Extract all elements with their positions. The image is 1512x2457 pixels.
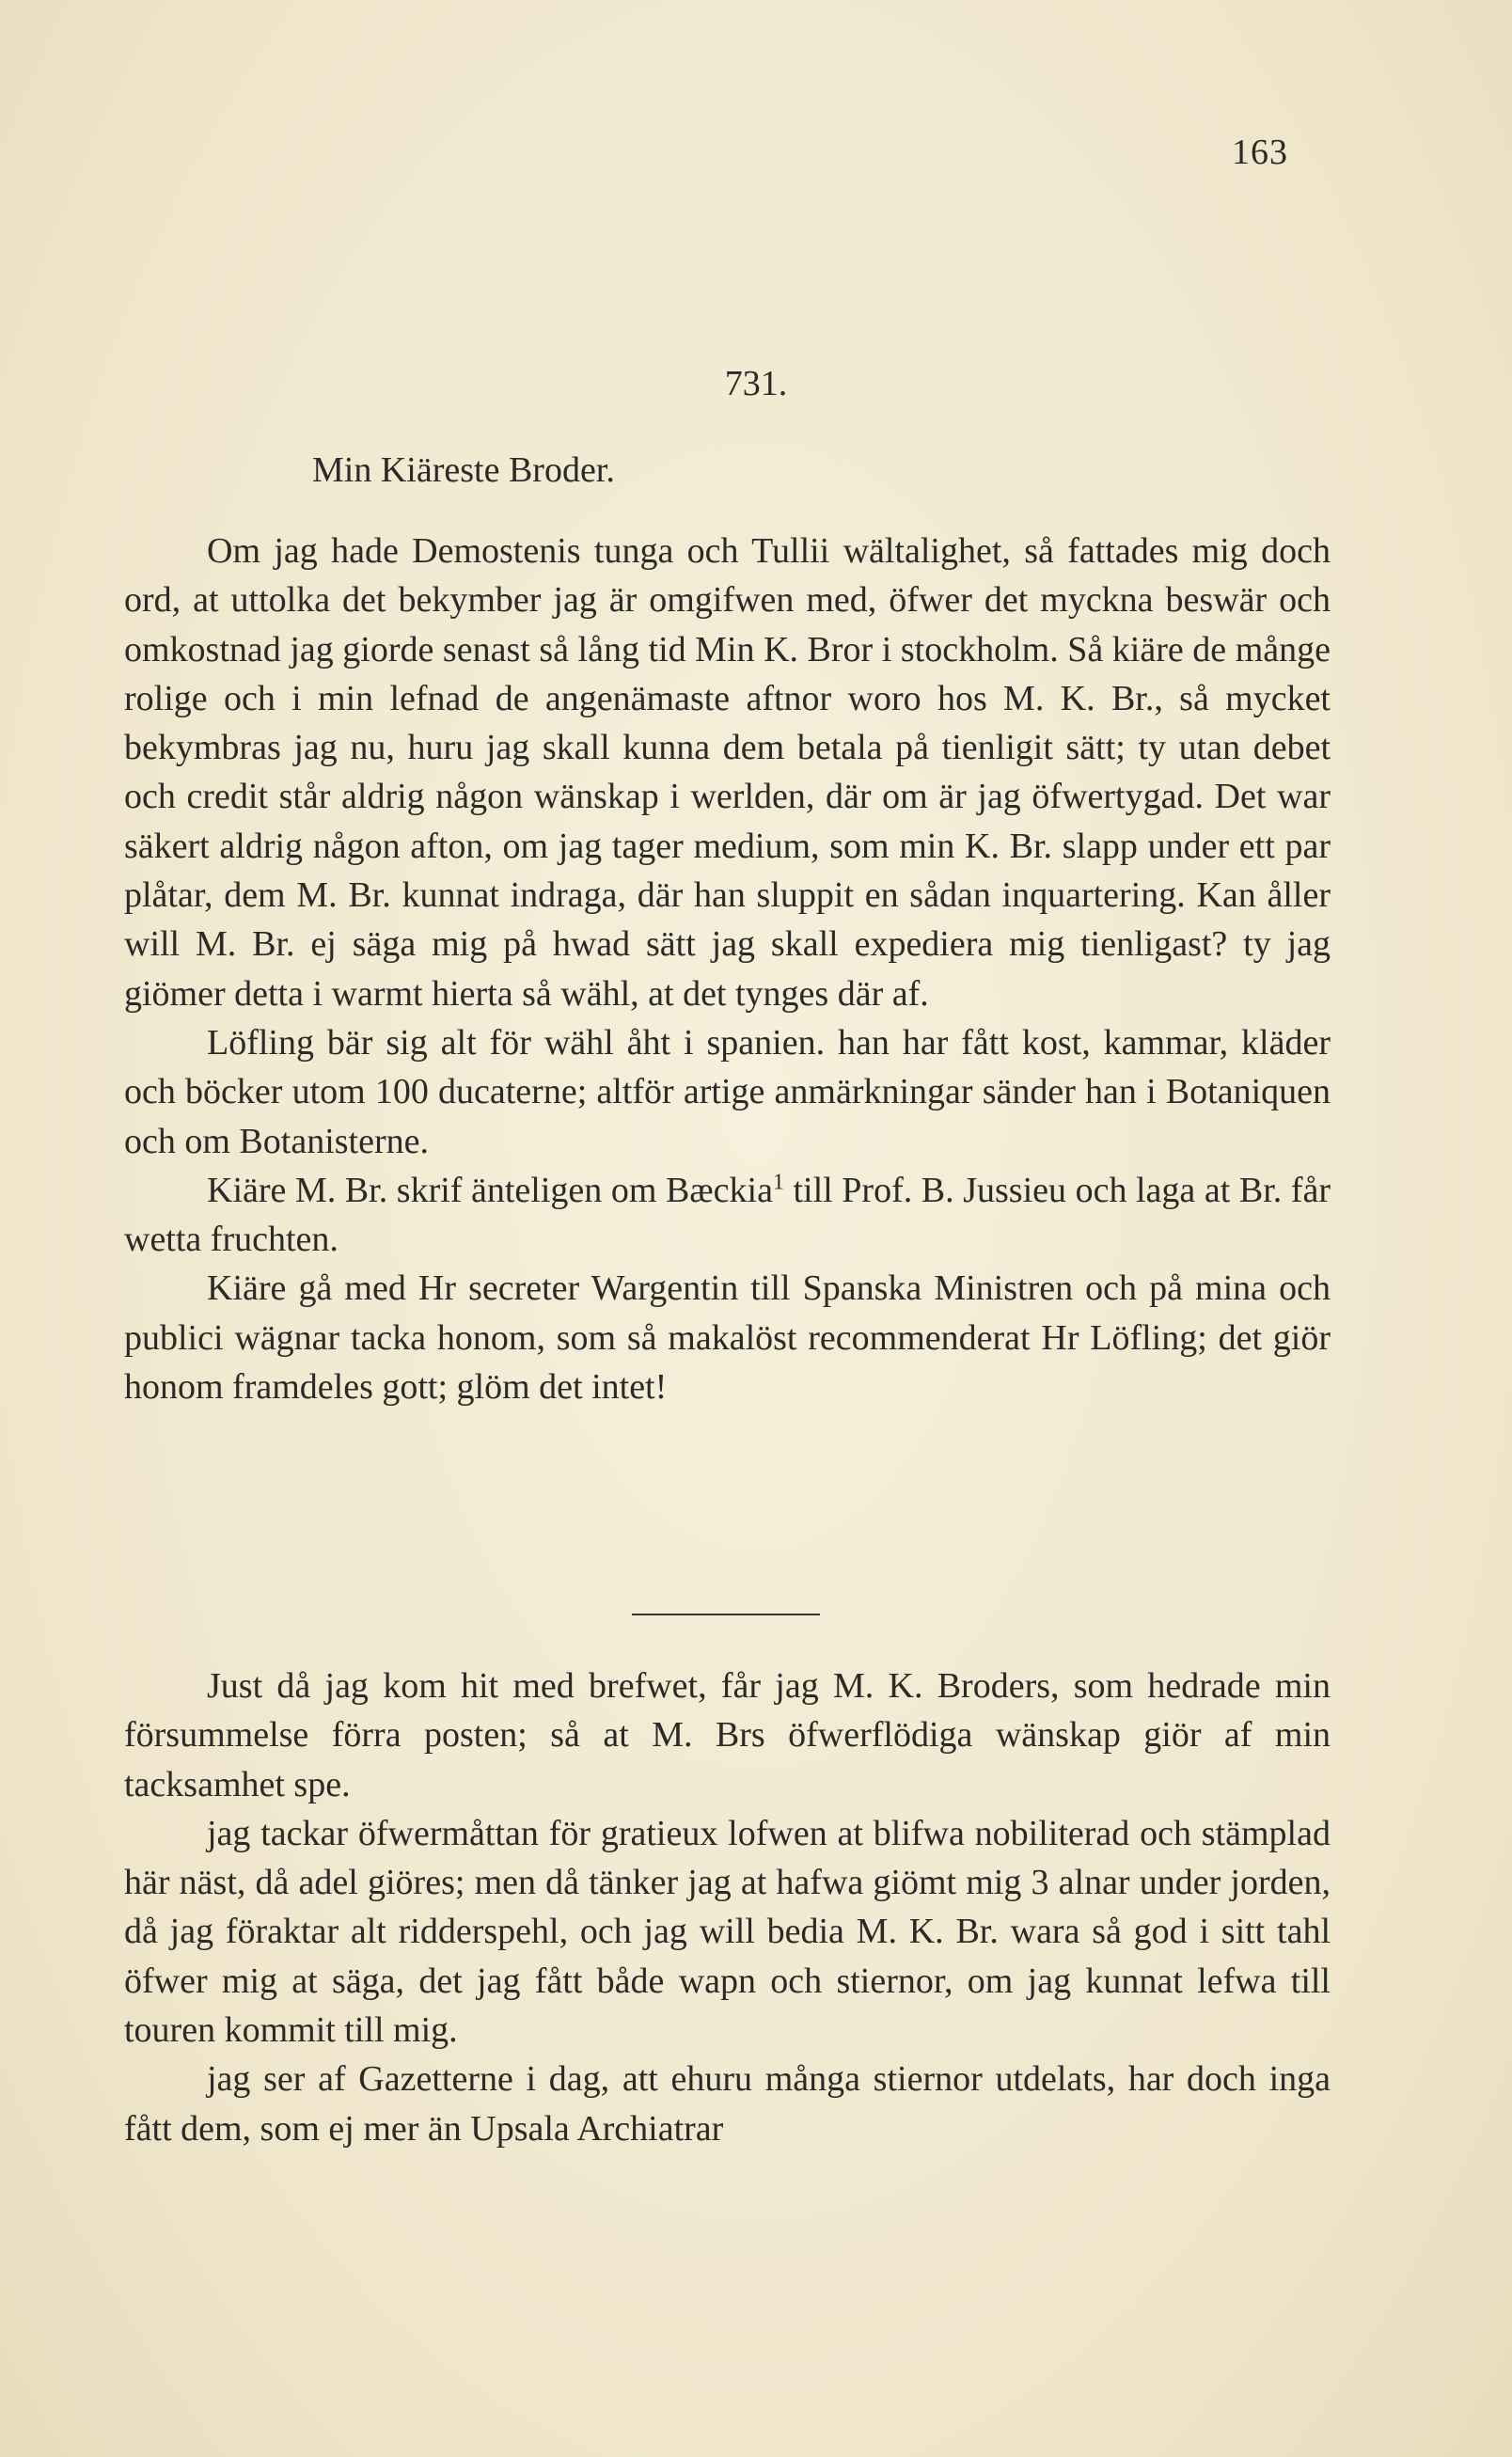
footnote-marker: 1 xyxy=(772,1170,784,1195)
paragraph: Just då jag kom hit med brefwet, får jag M. K. Broders, som hedrade min försummelse förra posten; så at M. Brs öfwerflödiga wänskap giör af min tacksamhet spe. xyxy=(124,1666,1331,1804)
paragraph: Kiäre gå med Hr secreter Wargentin till Spanska Ministren och på mina och publici wägnar tacka honom, som så makalöst recommenderat Hr Löfling; det giör honom framdeles gott; glöm det intet! xyxy=(124,1268,1331,1408)
paragraph-text: Kiäre M. Br. skrif änteligen om Bæckia xyxy=(207,1170,773,1210)
paragraph-text: till Prof. B. Jussieu och laga at Br. får wetta fruchten. xyxy=(124,1170,1331,1260)
letter-body-postscript xyxy=(124,1662,1331,2153)
paragraph: Om jag hade Demostenis tunga och Tullii wältalighet, så fattades mig doch ord, at uttolka det bekymber jag är omgifwen med, öfwer det myckna beswär och omkostnad jag giorde senast så lång tid Min K. Bror i stockholm. Så kiäre de månge rolige och i min lefnad de angenämaste aftnor woro hos M. K. Br., så mycket bekymbras jag nu, huru jag skall kunna dem betala på tienligit sätt; ty utan debet och credit står aldrig någon wänskap i werlden, där om är jag öfwertygad. Det war säkert aldrig någon afton, om jag tager medium, som min K. Br. slapp under ett par plåtar, dem M. Br. kunnat indraga, där han sluppit en sådan inquartering. Kan åller will M. Br. ej säga mig på hwad sätt jag skall expediera mig tienligast? ty jag giömer detta i warmt hierta så wähl, at det tynges där af. xyxy=(124,531,1331,1014)
paragraph: jag tackar öfwermåttan för gratieux lofwen at blifwa nobiliterad och stämplad här näst, då adel giöres; men då tänker jag at hafwa giömt mig 3 alnar under jorden, då jag föraktar alt ridderspehl, och jag will bedia M. K. Br. wara så god i sitt tahl öfwer mig at säga, det jag fått både wapn och stiernor, om jag kunnat lefwa till touren kommit till mig. xyxy=(124,1813,1331,2051)
paragraph xyxy=(124,1166,1331,1265)
salutation: Min Kiäreste Broder. xyxy=(312,450,615,490)
letter-number: 731. xyxy=(724,364,788,403)
page-number: 163 xyxy=(1232,133,1288,172)
section-divider xyxy=(632,1614,820,1615)
letter-body-main xyxy=(124,527,1331,1411)
paragraph: jag ser af Gazetterne i dag, att ehuru många stiernor utdelats, har doch inga fått dem, som ej mer än Upsala Archiatrar xyxy=(124,2059,1331,2149)
paragraph: Löfling bär sig alt för wähl åht i spanien. han har fått kost, kammar, kläder och böcker utom 100 ducaterne; altför artige anmärkningar sänder han i Botaniquen och om Botanisterne. xyxy=(124,1022,1331,1161)
